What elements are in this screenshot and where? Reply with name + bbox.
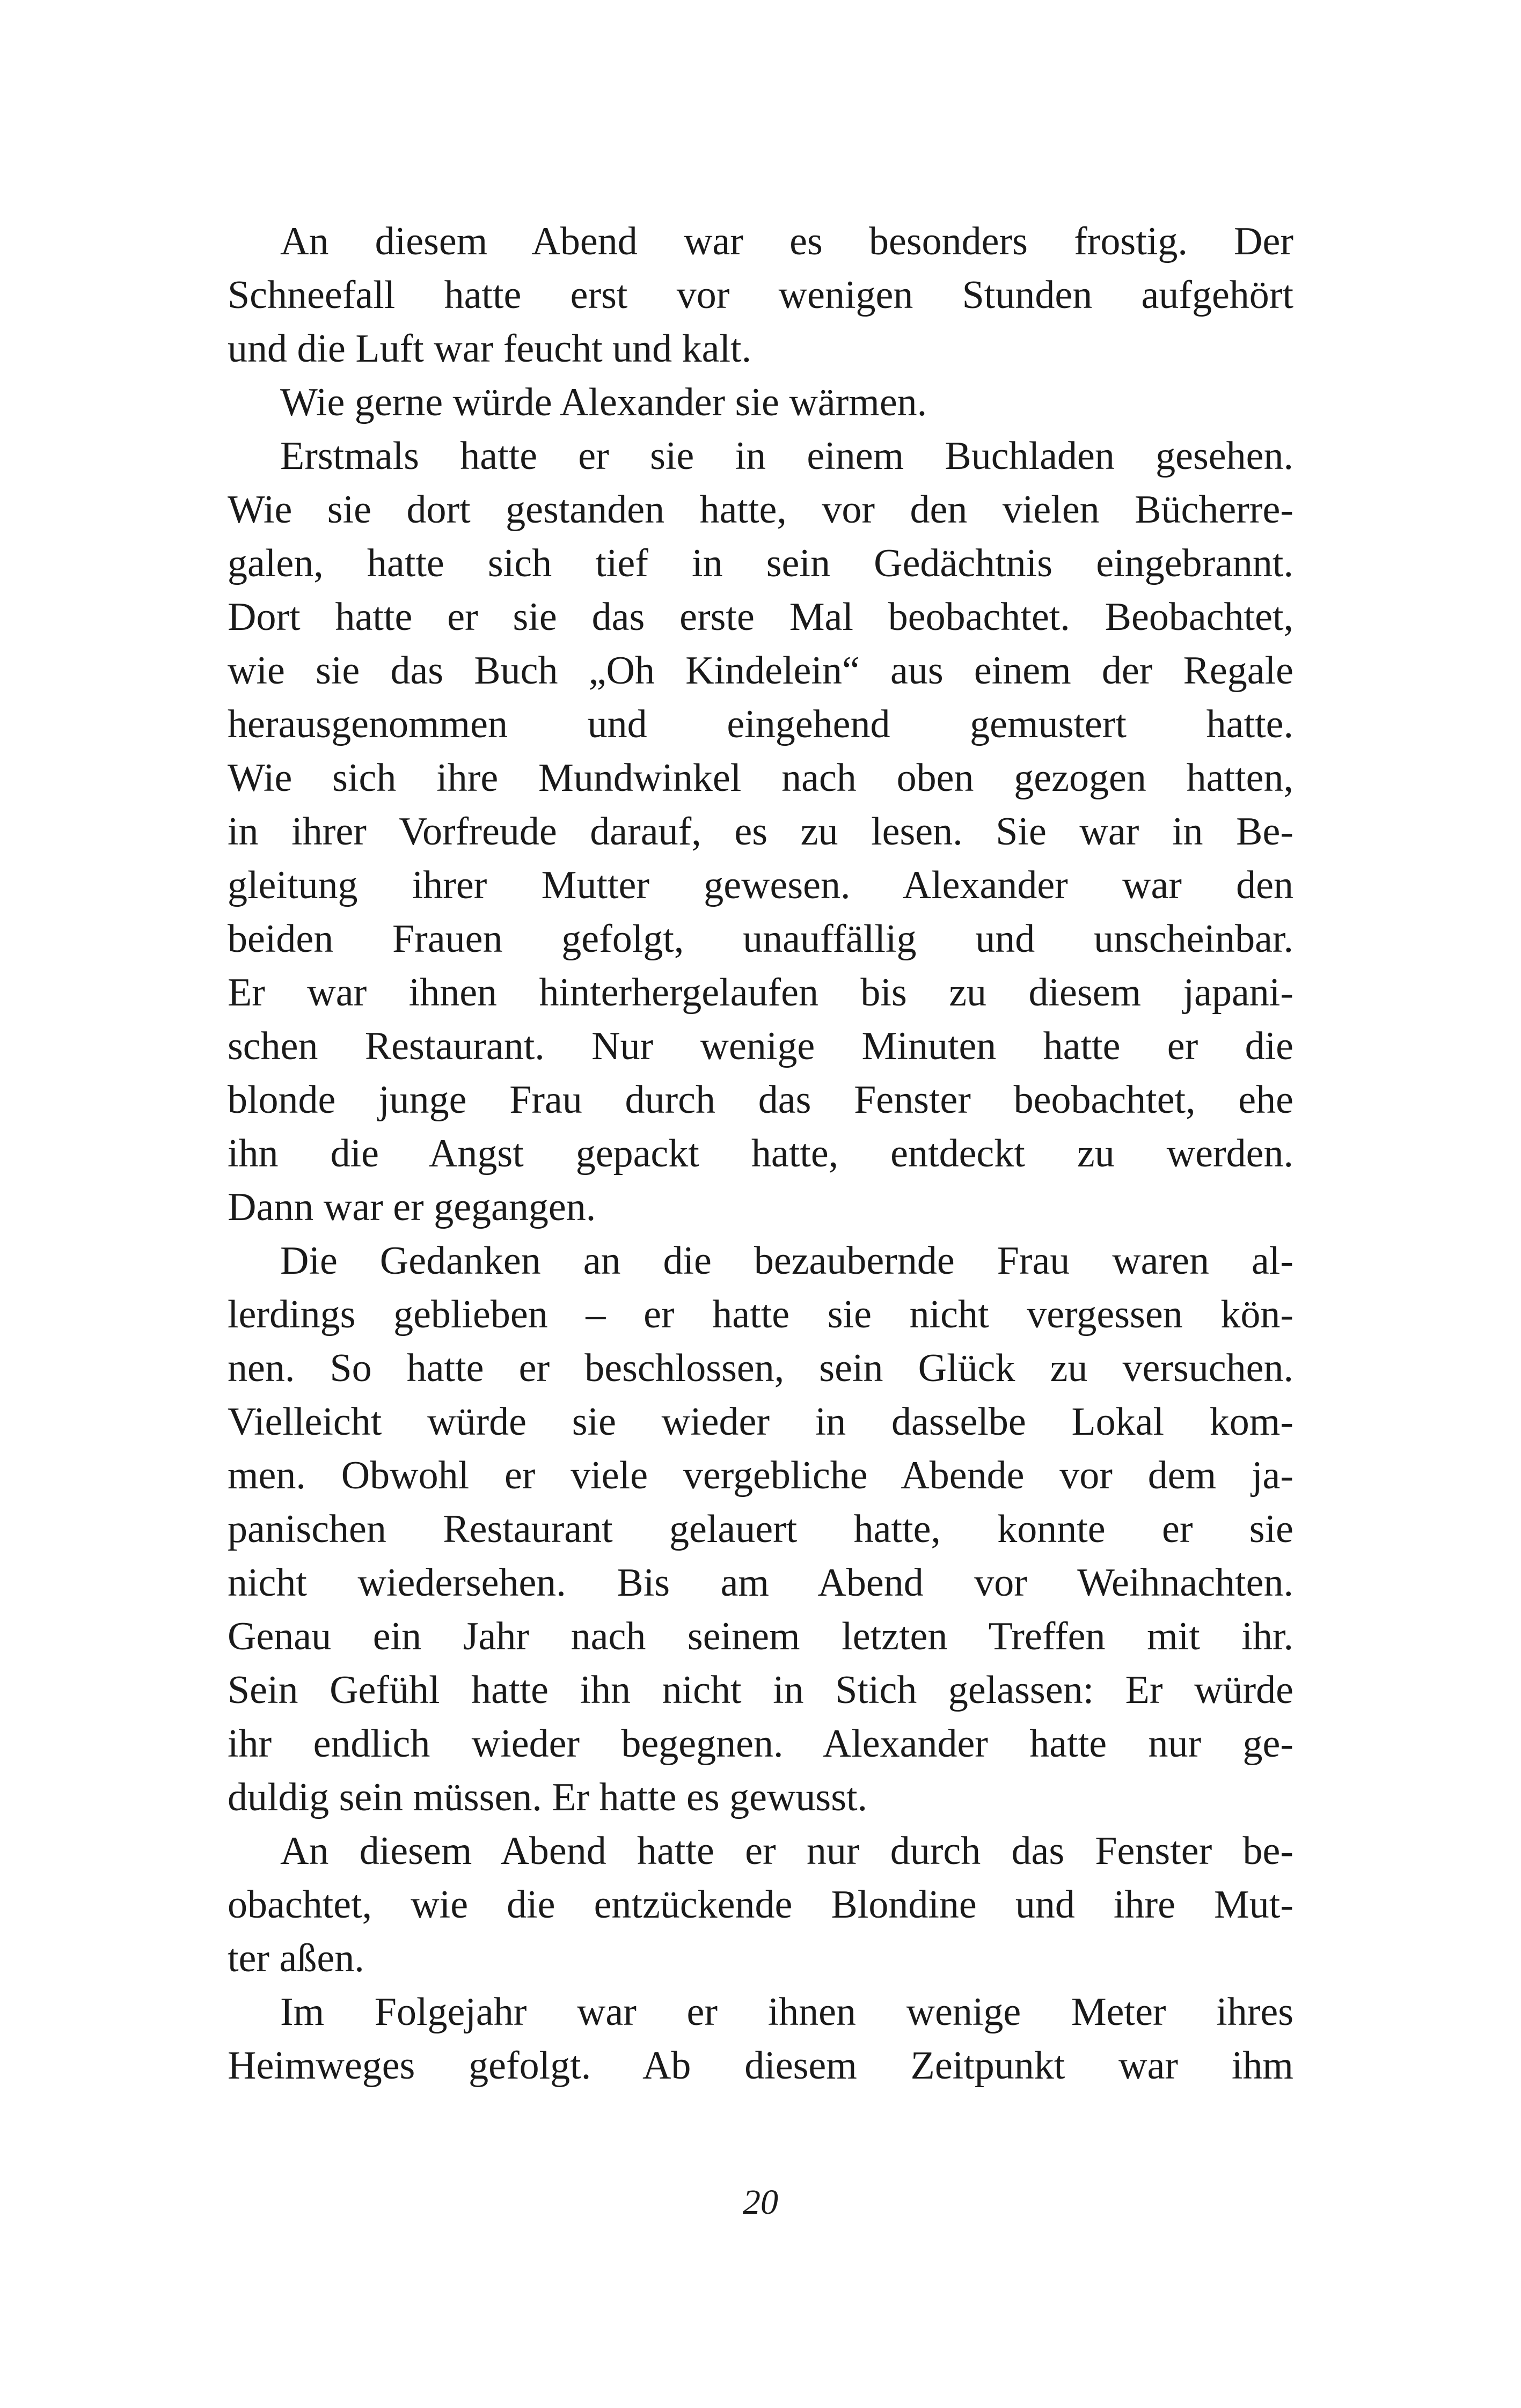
text-line: beiden Frauen gefolgt, unauffällig und unscheinbar. <box>228 917 1293 961</box>
text-line: Erstmals hatte er sie in einem Buchladen gesehen. <box>280 434 1293 478</box>
text-line: Im Folgejahr war er ihnen wenige Meter ihres <box>280 1990 1293 2034</box>
text-line: Die Gedanken an die bezaubernde Frau waren al- <box>280 1239 1293 1283</box>
text-line: herausgenommen und eingehend gemustert hatte. <box>228 702 1293 746</box>
text-line: ihn die Angst gepackt hatte, entdeckt zu werden. <box>228 1132 1293 1176</box>
text-line: ter aßen. <box>228 1936 364 1980</box>
text-line: Genau ein Jahr nach seinem letzten Treffen mit ihr. <box>228 1614 1293 1658</box>
text-line: nen. So hatte er beschlossen, sein Glück zu versuchen. <box>228 1346 1293 1390</box>
page-number: 20 <box>743 2183 778 2222</box>
text-line: Dann war er gegangen. <box>228 1185 596 1229</box>
text-line: Sein Gefühl hatte ihn nicht in Stich gelassen: Er würde <box>228 1668 1293 1712</box>
text-line: nicht wiedersehen. Bis am Abend vor Weihnachten. <box>228 1561 1293 1605</box>
text-line: Er war ihnen hinterhergelaufen bis zu diesem japani- <box>228 971 1293 1015</box>
text-line: Dort hatte er sie das erste Mal beobachtet. Beobachtet, <box>228 595 1293 639</box>
text-line: und die Luft war feucht und kalt. <box>228 327 752 371</box>
text-line: Wie sich ihre Mundwinkel nach oben gezogen hatten, <box>228 756 1293 800</box>
text-line: obachtet, wie die entzückende Blondine und ihre Mut- <box>228 1883 1293 1927</box>
text-line: schen Restaurant. Nur wenige Minuten hatte er die <box>228 1024 1293 1068</box>
text-line: ihr endlich wieder begegnen. Alexander hatte nur ge- <box>228 1722 1293 1766</box>
text-line: gleitung ihrer Mutter gewesen. Alexander war den <box>228 863 1293 907</box>
text-line: Schneefall hatte erst vor wenigen Stunden aufgehört <box>228 273 1293 317</box>
text-line: An diesem Abend hatte er nur durch das Fenster be- <box>280 1829 1293 1873</box>
text-line: blonde junge Frau durch das Fenster beobachtet, ehe <box>228 1078 1293 1122</box>
text-line: Heimweges gefolgt. Ab diesem Zeitpunkt war ihm <box>228 2044 1293 2088</box>
text-line: Vielleicht würde sie wieder in dasselbe Lokal kom- <box>228 1400 1293 1444</box>
text-line: lerdings geblieben – er hatte sie nicht vergessen kön- <box>228 1293 1293 1337</box>
text-line: duldig sein müssen. Er hatte es gewusst. <box>228 1775 868 1819</box>
text-line: panischen Restaurant gelauert hatte, konnte er sie <box>228 1507 1293 1551</box>
text-line: galen, hatte sich tief in sein Gedächtnis eingebrannt. <box>228 541 1293 585</box>
text-line: in ihrer Vorfreude darauf, es zu lesen. Sie war in Be- <box>228 810 1293 854</box>
text-line: An diesem Abend war es besonders frostig. Der <box>280 219 1293 263</box>
text-line: wie sie das Buch „Oh Kindelein“ aus einem der Regale <box>228 649 1293 693</box>
text-line: Wie gerne würde Alexander sie wärmen. <box>280 380 927 424</box>
text-line: Wie sie dort gestanden hatte, vor den vielen Bücherre- <box>228 488 1293 532</box>
text-line: men. Obwohl er viele vergebliche Abende vor dem ja- <box>228 1453 1293 1497</box>
body-text <box>228 215 1293 2093</box>
